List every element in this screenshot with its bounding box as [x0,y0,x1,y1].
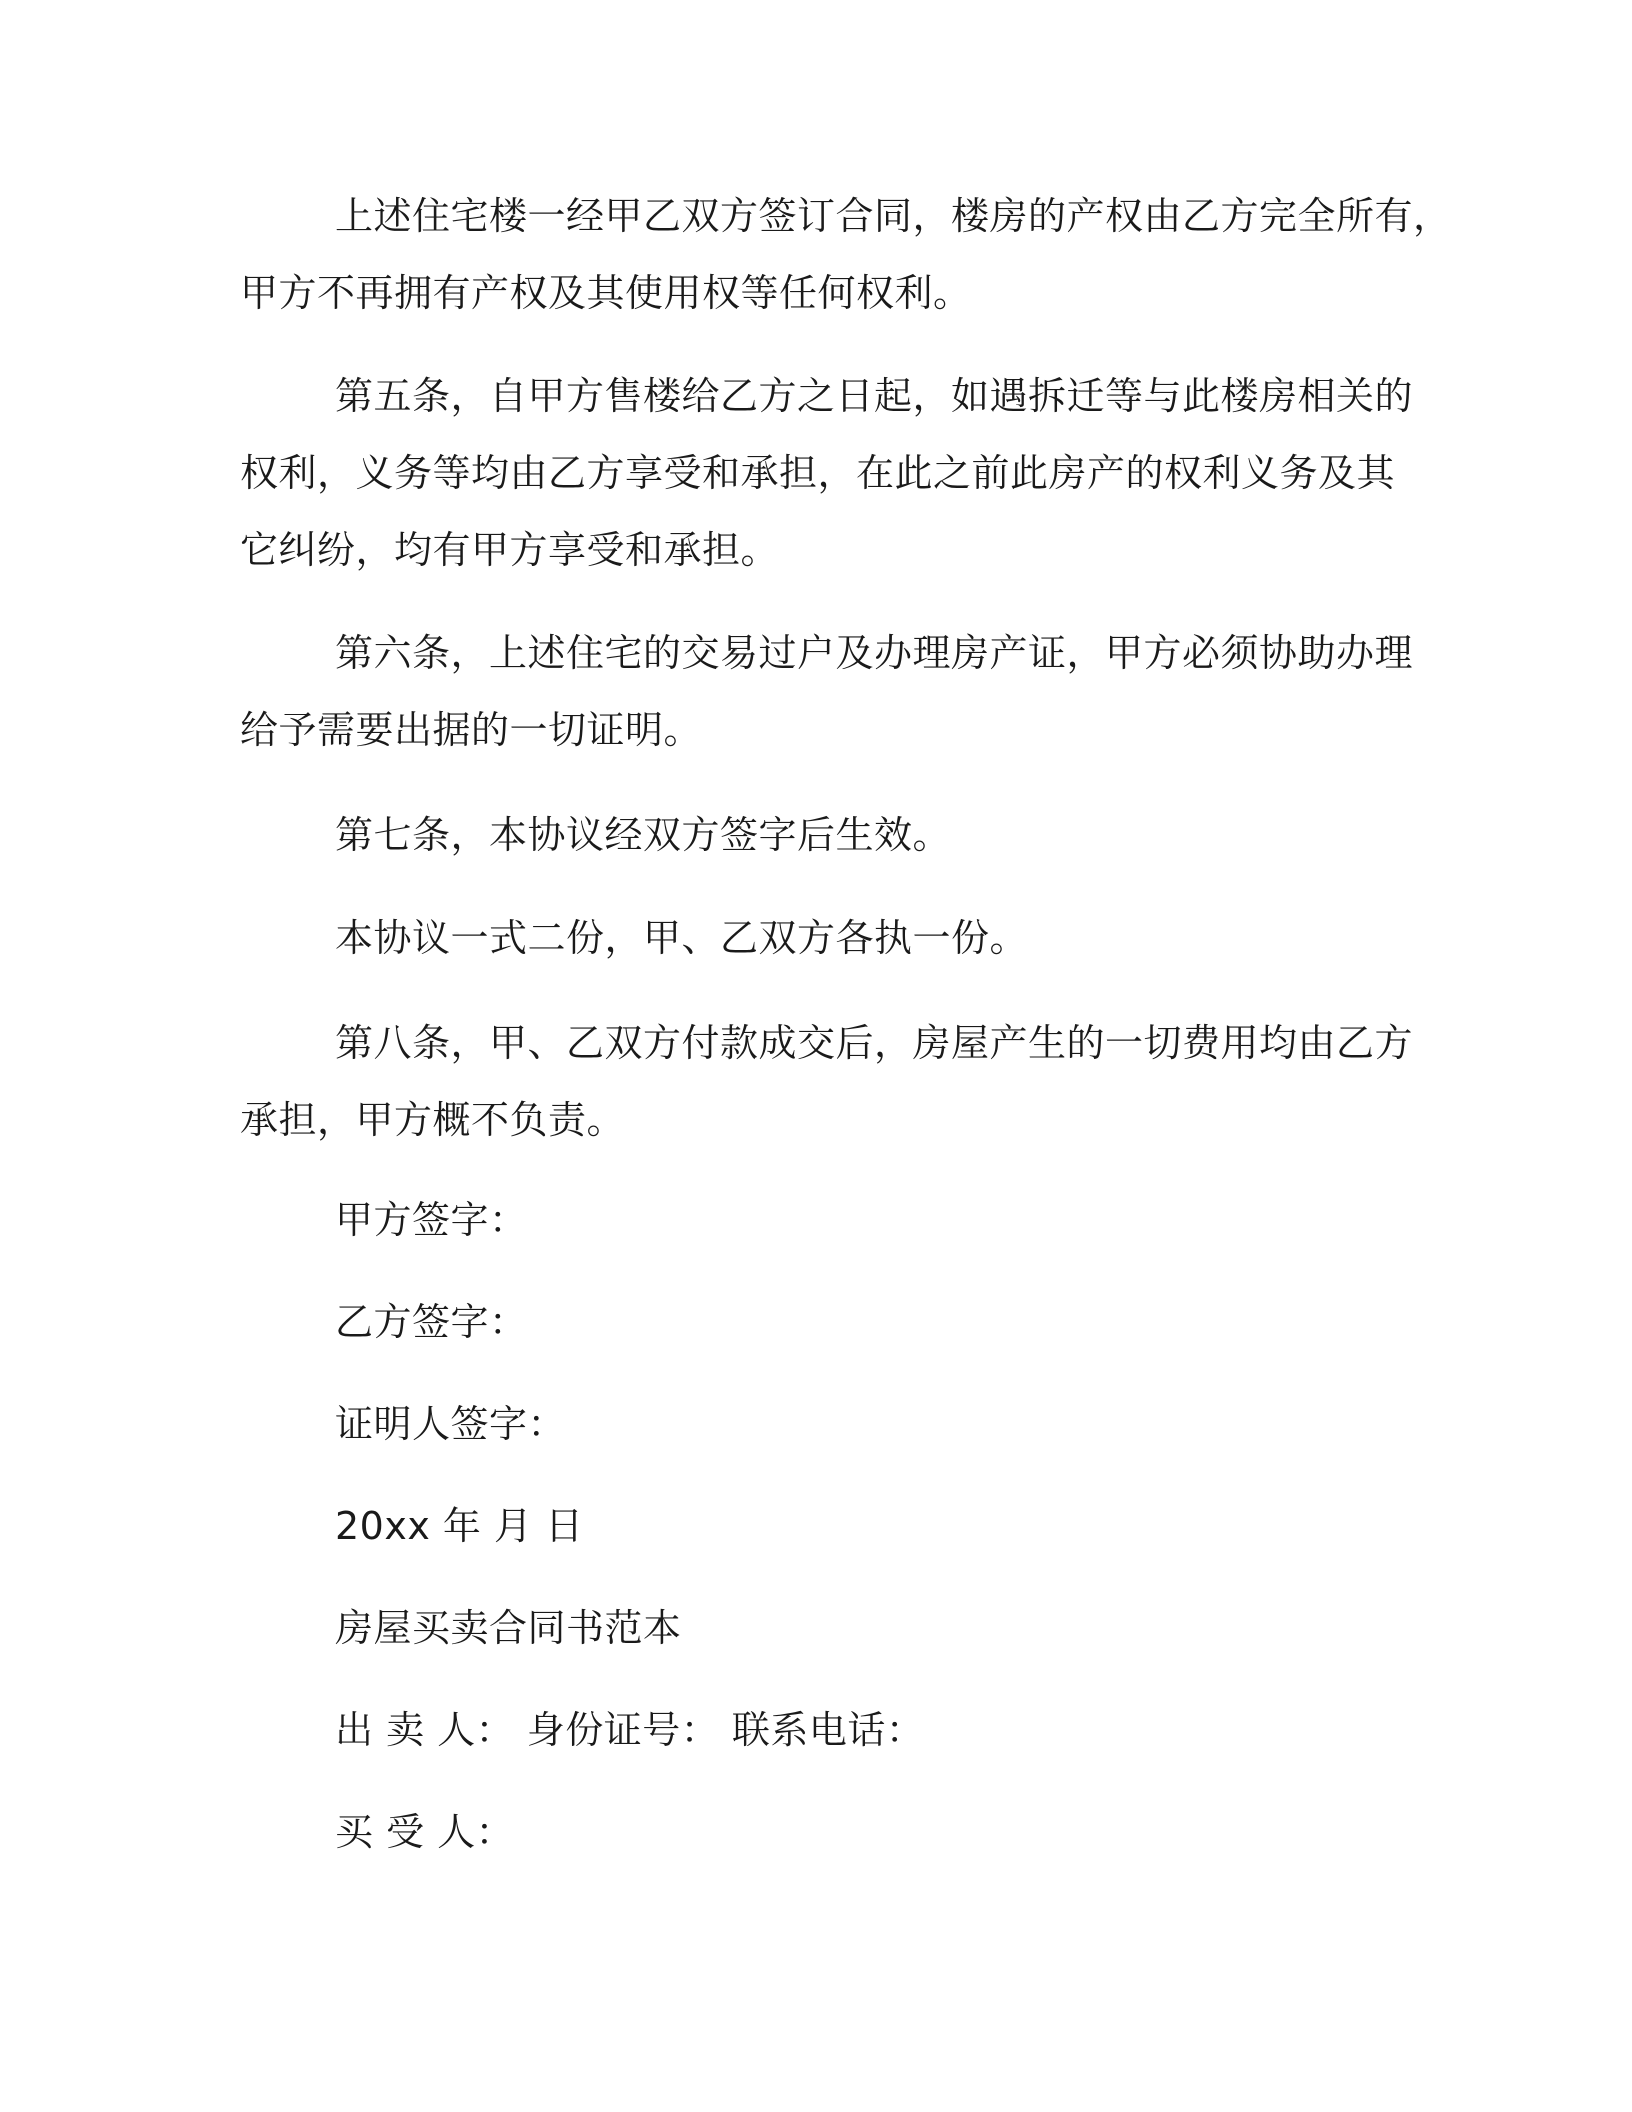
paragraph-line: 第八条，甲、乙双方付款成交后，房屋产生的一切费用均由乙方 [335,1021,1414,1065]
party-b-signature-label: 乙方签字： [335,1300,528,1344]
paragraph-line: 第六条，上述住宅的交易过户及办理房产证，甲方必须协助办理 [335,631,1414,675]
buyer-line: 买 受 人： [335,1810,515,1854]
paragraph-line: 给予需要出据的一切证明。 [240,708,703,752]
seller-line: 出 卖 人： 身份证号： 联系电话： [335,1708,925,1752]
paragraph-article-5 [240,358,1414,589]
paragraph-line: 上述住宅楼一经甲乙双方签订合同，楼房的产权由乙方完全所有， [335,194,1452,238]
witness-signature-label: 证明人签字： [335,1402,567,1446]
date-line: 20xx 年 月 日 [335,1504,584,1548]
paragraph-line: 它纠纷，均有甲方享受和承担。 [240,528,780,572]
paragraph-article-8 [240,1005,1414,1159]
paragraph-line: 第五条，自甲方售楼给乙方之日起，如遇拆迁等与此楼房相关的 [335,374,1414,418]
paragraph-article-7: 第七条，本协议经双方签字后生效。 [335,813,952,857]
paragraph-copies: 本协议一式二份，甲、乙双方各执一份。 [335,916,1029,960]
paragraph-line: 权利，义务等均由乙方享受和承担，在此之前此房产的权利义务及其 [240,451,1396,495]
paragraph-line: 承担，甲方概不负责。 [240,1098,626,1142]
paragraph-article-6 [240,615,1414,769]
paragraph-line: 甲方不再拥有产权及其使用权等任何权利。 [240,271,972,315]
contract-title: 房屋买卖合同书范本 [335,1606,682,1650]
party-a-signature-label: 甲方签字： [335,1198,528,1242]
paragraph-ownership [240,178,1452,332]
